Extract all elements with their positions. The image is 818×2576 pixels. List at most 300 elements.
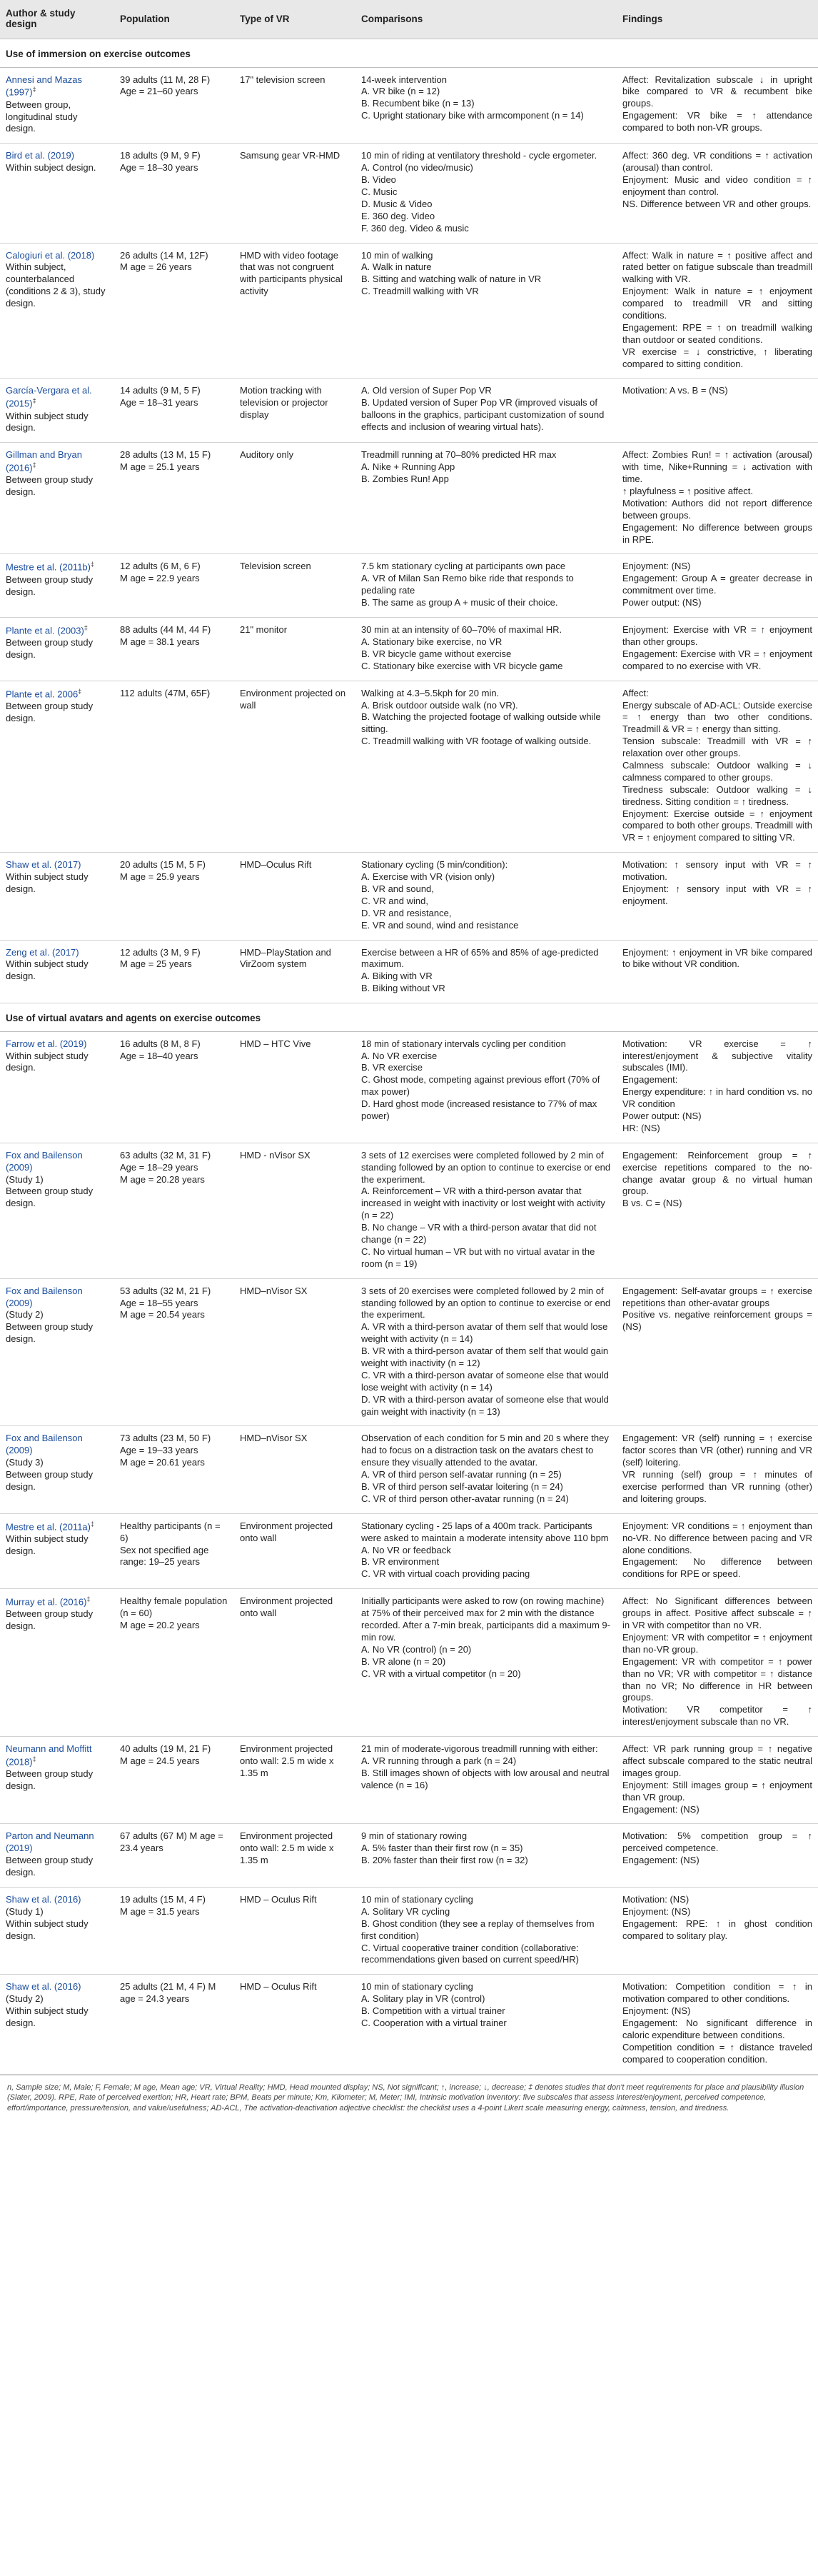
population-line: Sex not specified age range: 19–25 years [120,1544,209,1568]
finding-line: Engagement: No difference between groups in RPE. [622,521,812,545]
author-citation: Murray et al. (2016) [6,1596,87,1608]
finding-line: Power output: (NS) [622,597,702,608]
study-design: Between group study design. [6,700,94,723]
comparison-line: B. Watching the projected footage of walking outside while sitting. [361,711,601,735]
author-cell [0,1513,114,1588]
author-citation: García-Vergara et al. (2015) [6,385,92,409]
author-line [6,1743,108,1768]
comparison-line: 10 min of walking [361,249,433,261]
finding-line: Motivation: VR competitor = ↑ interest/enjoyment subscale than no VR. [622,1704,812,1728]
comparison-line: B. Sitting and watching walk of nature in VR [361,274,542,285]
finding-line: NS. Difference between VR and other groups. [622,198,812,209]
findings-cell [617,379,818,443]
study-design: Within subject, counterbalanced (conditions 2 & 3), study design. [6,261,106,309]
comparison-line: A. Nike + Running App [361,461,455,473]
finding-line: VR exercise = ↓ constrictive, ↑ liberating compared to sitting condition. [622,346,812,369]
comparisons-cell [355,853,617,940]
illusion-marker: ‡ [32,397,36,405]
finding-line: Motivation: 5% competition group = ↑ perceived competence. [622,1830,812,1854]
comparison-line: C. Stationary bike exercise with VR bicycle game [361,660,563,671]
vr-type-line: Environment projected on wall [240,687,346,711]
author-citation: Fox and Bailenson (2009) [6,1285,83,1308]
comparison-line: B. Competition with a virtual trainer [361,2005,505,2017]
population-cell [114,618,234,681]
finding-line: Enjoyment: (NS) [622,561,691,572]
table-row [0,1031,818,1143]
population-line: 20 adults (15 M, 5 F) [120,859,206,871]
comparison-line: F. 360 deg. Video & music [361,222,469,234]
population-line: 14 adults (9 M, 5 F) [120,385,201,396]
vr-type-line: HMD–nVisor SX [240,1285,308,1296]
vr-type-line: HMD – HTC Vive [240,1038,311,1049]
study-design: (Study 1) [6,1173,44,1185]
comparison-line: B. 20% faster than their first row (n = 32) [361,1855,528,1866]
findings-cell [617,1824,818,1888]
vr-type-line: Environment projected onto wall: 2.5 m wide x 1.35 m [240,1743,334,1778]
illusion-marker: ‡ [86,1595,91,1603]
population-cell [114,853,234,940]
finding-line: Affect: VR park running group = ↑ negative affect subscale compared to the static neutral images group. [622,1743,812,1778]
comparison-line: A. Stationary bike exercise, no VR [361,636,503,647]
author-citation: Fox and Bailenson (2009) [6,1433,83,1456]
population-cell [114,1031,234,1143]
population-cell [114,443,234,554]
findings-cell [617,144,818,243]
comparison-line: A. VR of third person self-avatar running (n = 25) [361,1469,562,1480]
findings-cell [617,940,818,1003]
vr-type-cell [234,1031,355,1143]
vr-type-cell [234,1589,355,1737]
vr-type-line: HMD–nVisor SX [240,1433,308,1444]
finding-line: Tiredness subscale: Outdoor walking = ↓ tiredness. Sitting condition = ↑ tiredness. [622,783,812,807]
author-line [6,624,108,637]
comparison-line: Initially participants were asked to row (on rowing machine) at 75% of their perceived max for 2 min with the distance recorded. After a 7-min break, participants did a maximum 9-min row. [361,1595,610,1643]
finding-line: B vs. C = (NS) [622,1198,682,1209]
finding-line: Enjoyment: ↑ sensory input with VR = ↑ enjoyment. [622,883,812,906]
comparisons-cell [355,1824,617,1888]
population-line: Age = 19–33 years [120,1445,198,1456]
table-row [0,1513,818,1588]
comparison-line: A. Walk in nature [361,261,432,273]
author-line [6,385,108,410]
comparison-line: A. No VR exercise [361,1050,438,1061]
population-line: 67 adults (67 M) M age = 23.4 years [120,1830,223,1854]
vr-type-cell [234,853,355,940]
comparison-line: A. Reinforcement – VR with a third-person avatar that increased in weight with inactivity or lost weight with activity (n = 22) [361,1186,605,1221]
finding-line: Engagement: No difference between conditions for RPE or speed. [622,1556,812,1580]
finding-line: Motivation: Competition condition = ↑ in motivation compared to other conditions. [622,1981,812,2005]
study-design: Within subject study design. [6,410,89,433]
comparison-line: 9 min of stationary rowing [361,1830,468,1842]
finding-line: Engagement: Reinforcement group = ↑ exercise repetitions compared to the no-change avatar group & no virtual human group. [622,1149,812,1197]
findings-cell [617,1513,818,1588]
comparison-line: C. VR with a third-person avatar of someone else that would lose weight with activity (n = 14) [361,1369,609,1393]
comparison-line: A. VR bike (n = 12) [361,86,440,97]
population-line: 18 adults (9 M, 9 F) [120,150,201,161]
illusion-marker: ‡ [32,1755,36,1763]
vr-type-cell [234,1824,355,1888]
author-citation: Mestre et al. (2011b) [6,561,91,573]
comparison-line: B. VR of third person self-avatar loitering (n = 24) [361,1481,563,1493]
comparison-line: C. VR and wind, [361,895,428,906]
table-body [0,39,818,2075]
finding-line: Motivation: ↑ sensory input with VR = ↑ motivation. [622,859,812,883]
findings-cell [617,681,818,853]
table-row [0,1426,818,1513]
comparisons-cell [355,1143,617,1278]
population-line: Age = 18–29 years [120,1161,198,1173]
table-row [0,853,818,940]
population-line: 112 adults (47M, 65F) [120,687,211,698]
table-row [0,144,818,243]
findings-cell [617,1975,818,2074]
study-design: Within subject study design. [6,958,89,982]
table-footnote: n, Sample size; M, Male; F, Female; M age, Mean age; VR, Virtual Reality; HMD, Head mounted display; NS, Not significant; ↑, increase; ↓, decrease; ‡ denotes studies that don't meet requirements for place and plausibility illusion (Slater, 2009). RPE, Rate of perceived exertion; HR, Heart rate; BPM, Beats per minute; Km, Kilometer; M, Meter; IMI, Intrinsic motivation inventory: five subscales that assess interest/enjoyment, perceived competence, effort/importance, pressure/tension, and value/usefulness; AD-ACL, The activation-deactivation adjective checklist: the checklist uses a 4-point Likert scale measuring energy, calmness, tension, and tiredness. [0,2075,818,2125]
comparisons-cell [355,554,617,618]
comparison-line: B. Still images shown of objects with low arousal and neutral valence (n = 16) [361,1767,610,1790]
study-design: Between group study design. [6,1768,94,1792]
comparison-line: A. Control (no video/music) [361,162,473,174]
finding-line: Enjoyment: (NS) [622,2005,691,2017]
population-cell [114,1737,234,1824]
population-line: Age = 18–55 years [120,1297,198,1308]
vr-type-cell [234,1975,355,2074]
header-findings: Findings [617,0,818,39]
study-design: Between group, longitudinal study design. [6,99,78,134]
comparison-line: C. VR with a virtual competitor (n = 20) [361,1668,521,1679]
finding-line: Tension subscale: Treadmill with VR = ↑ relaxation over other groups. [622,736,812,759]
illusion-marker: ‡ [90,561,94,568]
findings-cell [617,1143,818,1278]
finding-line: Power output: (NS) [622,1110,702,1121]
comparisons-cell [355,1031,617,1143]
vr-type-cell [234,1143,355,1278]
table-row [0,618,818,681]
finding-line: Affect: Walk in nature = ↑ positive affect and rated better on fatigue subscale than treadmill walking with VR. [622,249,812,285]
findings-cell [617,1887,818,1974]
comparison-line: C. Upright stationary bike with armcomponent (n = 14) [361,110,584,121]
population-line: M age = 25.1 years [120,461,200,473]
vr-type-line: Environment projected onto wall [240,1520,333,1543]
table-row [0,1143,818,1278]
comparison-line: Stationary cycling - 25 laps of a 400m track. Participants were asked to maintain a moderate intensity above 110 bpm [361,1520,609,1543]
population-cell [114,1143,234,1278]
author-cell [0,243,114,379]
vr-type-line: Auditory only [240,449,294,461]
author-line [6,449,108,474]
comparison-line: A. VR running through a park (n = 24) [361,1755,517,1766]
study-design: Between group study design. [6,1186,94,1209]
author-line [6,1595,108,1608]
comparison-line: D. VR with a third-person avatar of someone else that would gain weight with inactivity (n = 13) [361,1393,609,1417]
finding-line: Calmness subscale: Outdoor walking = ↓ calmness compared to other groups. [622,759,812,783]
vr-type-line: Motion tracking with television or projector display [240,385,328,421]
illusion-marker: ‡ [90,1520,94,1528]
author-cell [0,1589,114,1737]
table-row [0,443,818,554]
population-line: 28 adults (13 M, 15 F) [120,449,211,461]
comparison-line: C. Cooperation with a virtual trainer [361,2017,507,2028]
vr-type-cell [234,144,355,243]
author-cell [0,1887,114,1974]
population-line: 26 adults (14 M, 12F) [120,249,208,261]
author-citation: Shaw et al. (2016) [6,1893,81,1905]
population-line: Age = 18–31 years [120,397,198,409]
vr-type-line: Television screen [240,561,311,572]
findings-cell [617,618,818,681]
comparison-line: B. Biking without VR [361,983,445,994]
author-cell [0,1143,114,1278]
population-line: M age = 26 years [120,261,192,273]
section-row [0,39,818,68]
population-line: M age = 38.1 years [120,636,200,647]
section-title: Use of virtual avatars and agents on exercise outcomes [0,1003,818,1032]
study-design: Between group study design. [6,1855,94,1878]
study-design: Between group study design. [6,1608,94,1632]
author-cell [0,1737,114,1824]
comparison-line: 3 sets of 12 exercises were completed followed by 2 min of standing followed by an option to continue to exercise or end the experiment. [361,1149,611,1185]
author-line [6,74,108,99]
finding-line: Engagement: RPE: ↑ in ghost condition compared to solitary play. [622,1918,812,1941]
finding-line: Enjoyment: VR with competitor = ↑ enjoyment than no-VR group. [622,1631,812,1655]
comparison-line: B. VR exercise [361,1062,423,1073]
study-design: (Study 1) [6,1905,44,1917]
comparison-line: B. Ghost condition (they see a replay of themselves from first condition) [361,1918,595,1941]
vr-type-line: 17" television screen [240,74,325,85]
population-cell [114,144,234,243]
comparisons-cell [355,443,617,554]
findings-cell [617,1589,818,1737]
comparisons-cell [355,243,617,379]
vr-type-line: 21" monitor [240,624,288,636]
comparison-line: A. No VR or feedback [361,1544,451,1555]
population-cell [114,1589,234,1737]
comparison-line: A. VR of Milan San Remo bike ride that responds to pedaling rate [361,573,574,596]
vr-type-cell [234,67,355,144]
population-cell [114,554,234,618]
author-line [6,688,108,701]
comparison-line: B. VR with a third-person avatar of them self that would gain weight with inactivity (n = 12) [361,1345,609,1369]
findings-cell [617,243,818,379]
author-citation: Mestre et al. (2011a) [6,1521,91,1533]
finding-line: Enjoyment: Walk in nature = ↑ enjoyment compared to treadmill VR and sitting conditions. [622,286,812,321]
comparisons-cell [355,67,617,144]
vr-type-cell [234,618,355,681]
table-row [0,1975,818,2074]
vr-type-line: Environment projected onto wall [240,1595,333,1619]
vr-type-cell [234,554,355,618]
finding-line: Competition condition = ↑ distance traveled compared to cooperation condition. [622,2041,812,2065]
finding-line: VR running (self) group = ↑ minutes of exercise performed than VR running (other) and loitering groups. [622,1469,812,1504]
comparison-line: D. VR and resistance, [361,907,452,918]
comparison-line: C. Ghost mode, competing against previous effort (70% of max power) [361,1074,600,1098]
population-line: 88 adults (44 M, 44 F) [120,624,211,636]
population-line: M age = 22.9 years [120,573,200,584]
comparison-line: A. No VR (control) (n = 20) [361,1643,472,1655]
author-citation: Parton and Neumann (2019) [6,1830,94,1854]
author-cell [0,1975,114,2074]
comparison-line: C. Virtual cooperative trainer condition (collaborative: recommendations given based on current speed/HR) [361,1942,579,1965]
comparison-line: 10 min of stationary cycling [361,1981,473,1993]
comparisons-cell [355,1513,617,1588]
population-cell [114,1824,234,1888]
finding-line: Engagement: VR (self) running = ↑ exercise factor scores than VR (other) running and VR (self) loitering. [622,1433,812,1468]
study-design: Within subject study design. [6,2005,89,2028]
study-design: Within subject study design. [6,1533,89,1556]
finding-line: Positive vs. negative reinforcement groups = (NS) [622,1309,812,1333]
comparison-line: C. Treadmill walking with VR [361,286,479,297]
finding-line: Enjoyment: ↑ enjoyment in VR bike compared to bike without VR condition. [622,946,812,970]
population-cell [114,1887,234,1974]
finding-line: ↑ playfulness = ↑ positive affect. [622,486,753,497]
population-line: Age = 18–40 years [120,1050,198,1061]
study-design: Within subject study design. [6,1918,89,1941]
population-line: 16 adults (8 M, 8 F) [120,1038,201,1049]
comparisons-cell [355,1278,617,1426]
study-design: Between group study design. [6,637,94,661]
comparisons-cell [355,1426,617,1513]
author-cell [0,144,114,243]
vr-type-cell [234,1426,355,1513]
vr-type-line: HMD–Oculus Rift [240,859,312,871]
comparison-line: A. Solitary play in VR (control) [361,1993,485,2005]
author-citation: Shaw et al. (2016) [6,1981,81,1993]
author-cell [0,1031,114,1143]
comparison-line: B. VR environment [361,1556,440,1568]
study-design: (Study 3) [6,1457,44,1468]
population-line: M age = 20.54 years [120,1309,205,1320]
study-design: Between group study design. [6,1469,94,1493]
study-design: Between group study design. [6,573,94,597]
header-type-of-vr: Type of VR [234,0,355,39]
comparison-line: B. VR and sound, [361,883,434,894]
author-cell [0,618,114,681]
finding-line: Enjoyment: Music and video condition = ↑ enjoyment than control. [622,174,812,197]
vr-type-cell [234,443,355,554]
population-line: 40 adults (19 M, 21 F) [120,1743,211,1755]
population-line: Healthy female population (n = 60) [120,1595,228,1619]
comparisons-cell [355,940,617,1003]
population-cell [114,681,234,853]
header-author: Author & study design [0,0,114,39]
population-line: M age = 24.5 years [120,1755,200,1766]
finding-line: Engagement: VR with competitor = ↑ power than no VR; VR with competitor = ↑ distance than no VR; No difference in HR between groups. [622,1655,812,1703]
finding-line: Affect: Zombies Run! = ↑ activation (arousal) with time, Nike+Running = ↓ activation with time. [622,449,812,485]
vr-type-line: HMD – Oculus Rift [240,1893,317,1905]
population-line: 25 adults (21 M, 4 F) M age = 24.3 years [120,1981,216,2005]
finding-line: Affect: No Significant differences between groups in affect. Positive affect subscale = ↑ in VR with competitor than no VR. [622,1595,812,1631]
comparison-line: C. VR with virtual coach providing pacing [361,1568,530,1580]
comparison-line: B. VR bicycle game without exercise [361,648,512,659]
finding-line: Engagement: Self-avatar groups = ↑ exercise repetitions than other-avatar groups [622,1285,812,1308]
author-line [6,1520,108,1533]
study-design: Within subject study design. [6,871,89,894]
finding-line: Motivation: VR exercise = ↑ interest/enjoyment & subjective vitality subscales (IMI). [622,1038,812,1073]
comparison-line: Stationary cycling (5 min/condition): [361,859,508,871]
table-row [0,1737,818,1824]
comparison-line: B. VR alone (n = 20) [361,1655,446,1667]
comparison-line: E. VR and sound, wind and resistance [361,919,519,931]
finding-line: Engagement: No significant difference in caloric expenditure between conditions. [622,2017,812,2040]
section-title: Use of immersion on exercise outcomes [0,39,818,68]
vr-type-cell [234,1513,355,1588]
table-header-row [0,0,818,39]
vr-type-line: HMD–PlayStation and VirZoom system [240,946,331,970]
comparison-line: Observation of each condition for 5 min and 20 s where they had to focus on a distraction task on the avatars chest to ensure they visually attended to the avatar. [361,1433,609,1468]
finding-line: Enjoyment: (NS) [622,1905,691,1917]
findings-cell [617,1278,818,1426]
comparison-line: B. Video [361,174,396,186]
comparisons-cell [355,379,617,443]
population-line: 12 adults (6 M, 6 F) [120,561,201,572]
author-citation: Farrow et al. (2019) [6,1038,87,1049]
study-design: (Study 2) [6,1993,44,2005]
study-design: (Study 2) [6,1309,44,1320]
author-cell [0,443,114,554]
comparison-line: B. Zombies Run! App [361,473,449,485]
comparisons-cell [355,618,617,681]
author-citation: Shaw et al. (2017) [6,859,81,871]
comparison-line: 18 min of stationary intervals cycling per condition [361,1038,566,1049]
study-design: Between group study design. [6,474,94,498]
study-design: Between group study design. [6,1321,94,1345]
author-citation: Gillman and Bryan (2016) [6,449,82,473]
finding-line: Affect: 360 deg. VR conditions = ↑ activation (arousal) than control. [622,150,812,174]
comparison-line: B. The same as group A + music of their choice. [361,597,558,608]
finding-line: Enjoyment: Exercise outside = ↑ enjoyment compared to both other groups. Treadmill with VR = ↑ enjoyment compared to sitting VR. [622,808,812,843]
section-row [0,1003,818,1032]
comparison-line: A. Old version of Super Pop VR [361,385,492,396]
comparison-line: 30 min at an intensity of 60–70% of maximal HR. [361,624,562,636]
author-cell [0,940,114,1003]
population-line: 39 adults (11 M, 28 F) [120,74,211,85]
table-row [0,243,818,379]
findings-cell [617,554,818,618]
finding-line: HR: (NS) [622,1122,660,1133]
finding-line: Motivation: Authors did not report difference between groups. [622,497,812,521]
finding-line: Energy expenditure: ↑ in hard condition vs. no VR condition [622,1086,812,1110]
finding-line: Enjoyment: Exercise with VR = ↑ enjoyment than other groups. [622,624,812,647]
comparisons-cell [355,1975,617,2074]
comparison-line: A. Brisk outdoor outside walk (no VR). [361,699,518,711]
table-row [0,681,818,853]
finding-line: Engagement: Group A = greater decrease in commitment over time. [622,573,812,596]
author-cell [0,1278,114,1426]
population-line: M age = 31.5 years [120,1905,200,1917]
vr-type-cell [234,379,355,443]
author-line [6,561,108,573]
header-comparisons: Comparisons [355,0,617,39]
author-citation: Zeng et al. (2017) [6,946,79,958]
comparison-line: A. VR with a third-person avatar of them self that would lose weight with activity (n = 14) [361,1321,608,1345]
vr-type-line: HMD with video footage that was not congruent with participants physical activity [240,249,343,297]
finding-line: Affect: Revitalization subscale ↓ in upright bike compared to VR & recumbent bike groups. [622,74,812,109]
finding-line: Engagement: Exercise with VR = ↑ enjoyment compared to no exercise with VR. [622,648,812,671]
table-row [0,67,818,144]
finding-line: Enjoyment: VR conditions = ↑ enjoyment than no-VR. No difference between pacing and VR alone conditions. [622,1520,812,1555]
population-cell [114,379,234,443]
author-cell [0,379,114,443]
table-row [0,1887,818,1974]
population-cell [114,1278,234,1426]
illusion-marker: ‡ [32,86,36,94]
author-cell [0,681,114,853]
comparisons-cell [355,681,617,853]
comparison-line: C. No virtual human – VR but with no virtual avatar in the room (n = 19) [361,1246,595,1269]
comparison-line: D. Hard ghost mode (increased resistance to 77% of max power) [361,1098,597,1121]
finding-line: Engagement: VR bike = ↑ attendance compared to both non-VR groups. [622,110,812,134]
comparison-line: C. Treadmill walking with VR footage of walking outside. [361,736,592,747]
